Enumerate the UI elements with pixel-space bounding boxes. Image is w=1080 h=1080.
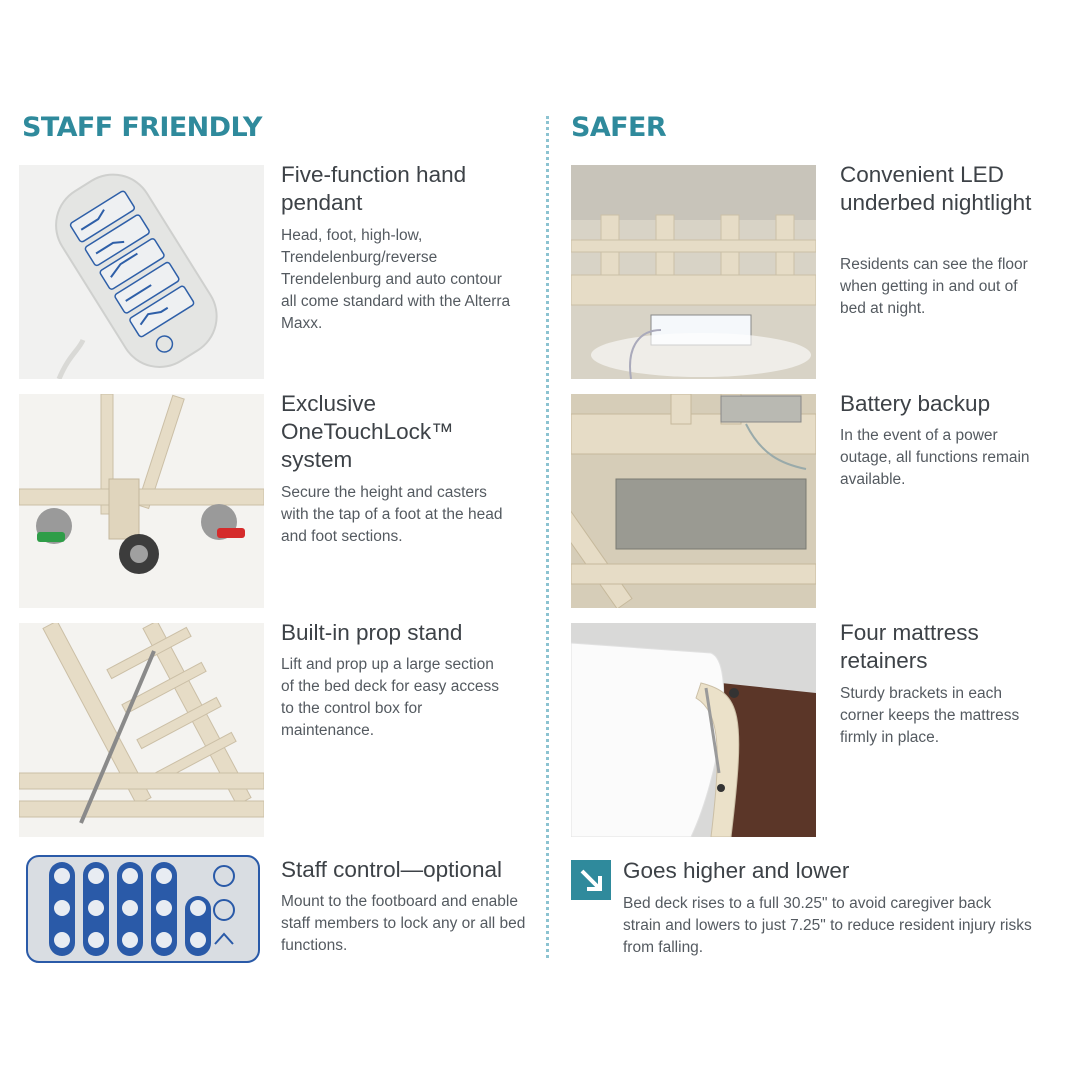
feature-title: Four mattress retainers bbox=[840, 620, 979, 673]
feature-description: Head, foot, high-low, Trendelenburg/reverse Trendelenburg and auto contour all come standard with the Alterra Maxx. bbox=[281, 227, 511, 332]
feature-description: Sturdy brackets in each corner keeps the mattress firmly in place. bbox=[840, 685, 1020, 746]
arrow-down-right-icon bbox=[571, 860, 611, 900]
feature-description: Mount to the footboard and enable staff members to lock any or all bed functions. bbox=[281, 893, 526, 954]
mattress-retainer-photo bbox=[571, 623, 816, 837]
feature-title: Exclusive OneTouchLock™ system bbox=[281, 391, 454, 472]
battery-backup-photo bbox=[571, 394, 816, 608]
staff-control-panel-photo bbox=[19, 852, 264, 966]
feature-description: Bed deck rises to a full 30.25" to avoid caregiver back strain and lowers to just 7.25" to reduce resident injury risks from falling. bbox=[623, 895, 1032, 956]
feature-title: Staff control—optional bbox=[281, 857, 502, 882]
hand-pendant-photo bbox=[19, 165, 264, 379]
feature-description: Secure the height and casters with the tap of a foot at the head and foot sections. bbox=[281, 484, 503, 545]
staff-friendly-heading: STAFF FRIENDLY bbox=[22, 112, 262, 143]
feature-description: Residents can see the floor when getting in and out of bed at night. bbox=[840, 256, 1028, 317]
feature-title: Five-function hand pendant bbox=[281, 162, 467, 215]
prop-stand-photo bbox=[19, 623, 264, 837]
column-divider bbox=[546, 116, 549, 958]
feature-title: Battery backup bbox=[840, 391, 991, 416]
feature-description: In the event of a power outage, all functions remain available. bbox=[840, 427, 1030, 488]
feature-title: Convenient LED underbed nightlight bbox=[840, 162, 1032, 215]
feature-description: Lift and prop up a large section of the bed deck for easy access to the control box for maintenance. bbox=[281, 656, 499, 739]
feature-title: Goes higher and lower bbox=[623, 858, 850, 883]
led-nightlight-photo bbox=[571, 165, 816, 379]
onetouchlock-photo bbox=[19, 394, 264, 608]
feature-title: Built-in prop stand bbox=[281, 620, 463, 645]
safer-heading: SAFER bbox=[571, 112, 667, 143]
